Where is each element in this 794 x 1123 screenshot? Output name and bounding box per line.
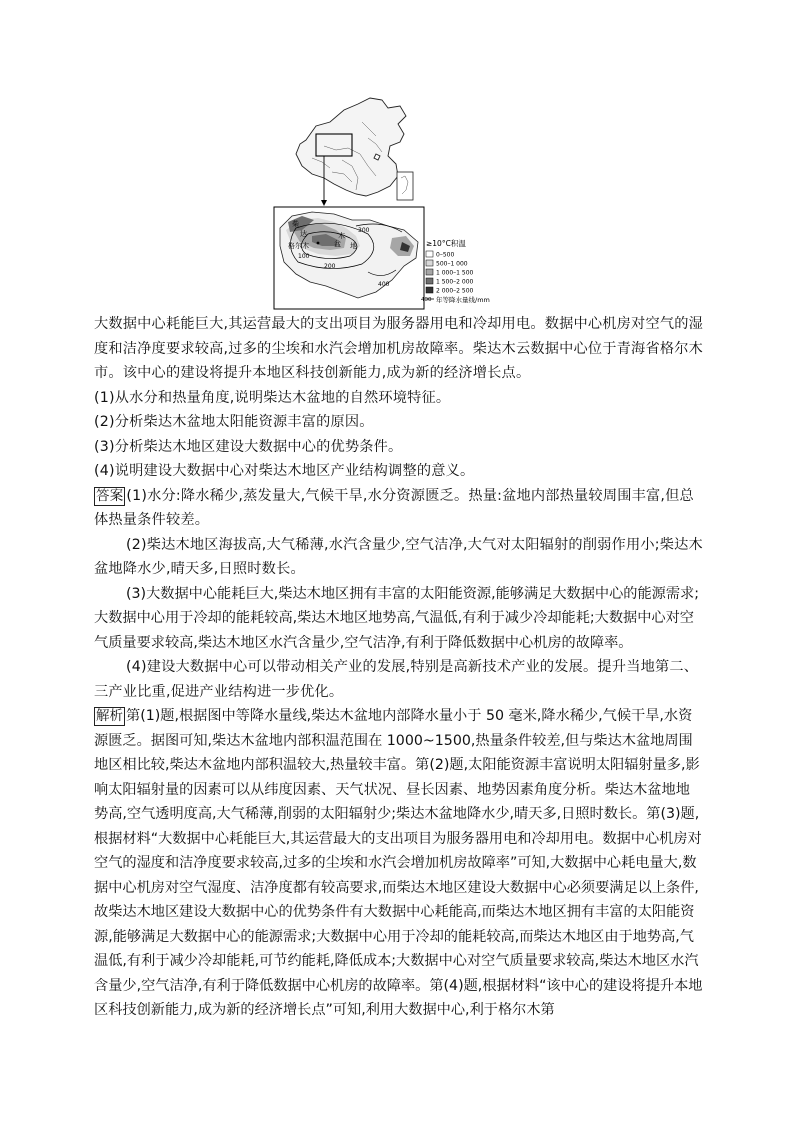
legend-swatch: [426, 269, 433, 275]
analysis: [94, 704, 704, 1023]
isohyet-legend-sample: 400: [421, 297, 432, 303]
legend-label: 2 000–2 500: [436, 287, 474, 295]
label-di: 地: [350, 242, 357, 250]
legend-label: 1 500–2 000: [436, 278, 474, 286]
golmud-marker-icon: [317, 242, 320, 245]
legend-title: ≥10°C积温: [426, 239, 466, 248]
isohyet-legend-label: 年等降水量线/mm: [436, 296, 490, 304]
question-3: (3)分析柴达木地区建设大数据中心的优势条件。: [94, 438, 403, 455]
map-figure-svg: [272, 96, 522, 310]
label-iso-100: 100: [298, 253, 310, 260]
answer-4: (4)建设大数据中心可以带动相关产业的发展,特别是高新技术产业的发展。提升当地第二、三产业比重,促进产业结构进一步优化。: [94, 659, 699, 700]
question-1: (1)从水分和热量角度,说明柴达木盆地的自然环境特征。: [94, 389, 451, 406]
answer-1-text: (1)水分:降水稀少,蒸发量大,气候干旱,水分资源匮乏。热量:盆地内部热量较周围丰富,但总体热量条件较差。: [94, 487, 694, 528]
label-iso-400: 400: [378, 281, 390, 288]
label-iso-300: 300: [358, 227, 370, 234]
legend-swatch: [426, 260, 433, 266]
label-pen: 盆: [334, 240, 341, 248]
question-4: (4)说明建设大数据中心对柴达木地区产业结构调整的意义。: [94, 463, 475, 479]
label-golmud: 格尔木: [288, 242, 309, 250]
legend-swatch: [426, 287, 433, 293]
answer-3: (3)大数据中心能耗巨大,柴达木地区拥有丰富的太阳能资源,能够满足大数据中心的能源需求;大数据中心用于冷却的能耗较高,柴达木地区地势高,气温低,有利于减少冷却能耗;大数据中心对空气质量要求较高,柴达木地区水汽含量少,空气洁净,有利于降低数据中心机房的故障率。: [94, 585, 700, 651]
legend-swatch: [426, 251, 433, 257]
analysis-text: 第(1)题,根据图中等降水量线,柴达木盆地内部降水量小于 50 毫米,降水稀少,气候干旱,水资源匮乏。据图可知,柴达木盆地内部积温范围在 1000~1500,热量条件较差,但与柴达木盆地周围地区相比较,柴达木盆地内部积温较大,热量较丰富。第(2)题,太阳能资源丰富说明太阳辐射量多,影响太阳辐射量的因素可以从纬度因素、天气状况、昼长因素、地势因素角度分析。柴达木盆地地势高,空气透明度高,大气稀薄,削弱的太阳辐射少;柴达木盆地降水少,晴天多,日照时数长。第(3)题,根据材料“大数据中心耗能巨大,其运营最大的支出项目为服务器用电和冷却用电。数据中心机房对空气的湿度和洁净度要求较高,过多的尘埃和水汽会增加机房故障率”可知,大数据中心耗电量大,数据中心机房对空气湿度、洁净度都有较高要求,而柴达木地区建设大数据中心必须要满足以上条件,故柴达木地区建设大数据中心的优势条件有大数据中心耗能高,而柴达木地区拥有丰富的太阳能资源,能够满足大数据中心的能源需求;大数据中心用于冷却的能耗较高,而柴达木地区由于地势高,气温低,有利于减少冷却能耗,可节约能耗,降低成本;大数据中心对空气质量要求较高,柴达木地区水汽含量少,空气洁净,有利于降低数据中心机房的故障率。第(4)题,根据材料“该中心的建设将提升本地区科技创新能力,成为新的经济增长点”可知,利用大数据中心,利于格尔木第: [94, 708, 703, 1018]
legend: [421, 238, 490, 304]
legend-swatch: [426, 278, 433, 284]
legend-label: 1 000–1 500: [436, 269, 474, 277]
label-chai: 柴: [292, 220, 299, 228]
legend-label: 0–500: [436, 251, 455, 259]
answer-2: (2)柴达木地区海拔高,大气稀薄,水汽含量少,空气洁净,大气对太阳辐射的削弱作用小;柴达木盆地降水少,晴天多,日照时数长。: [94, 536, 703, 577]
arrow-head-icon: [321, 200, 327, 206]
answer-tag: 答案: [96, 487, 124, 504]
label-iso-200: 200: [324, 263, 336, 270]
label-da: 达: [300, 230, 307, 238]
legend-label: 500–1 000: [436, 260, 468, 268]
question-2: (2)分析柴达木盆地太阳能资源丰富的原因。: [94, 414, 374, 430]
material-paragraph: 大数据中心耗能巨大,其运营最大的支出项目为服务器用电和冷却用电。数据中心机房对空气的湿度和洁净度要求较高,过多的尘埃和水汽会增加机房故障率。柴达木云数据中心位于青海省格尔木市。该中心的建设将提升本地区科技创新能力,成为新的经济增长点。: [94, 316, 703, 381]
map-figure: [272, 96, 522, 310]
question-text-block: [94, 312, 704, 1023]
analysis-tag: 解析: [96, 708, 123, 724]
label-mu: 木: [338, 232, 345, 240]
answer-1: [94, 484, 704, 533]
